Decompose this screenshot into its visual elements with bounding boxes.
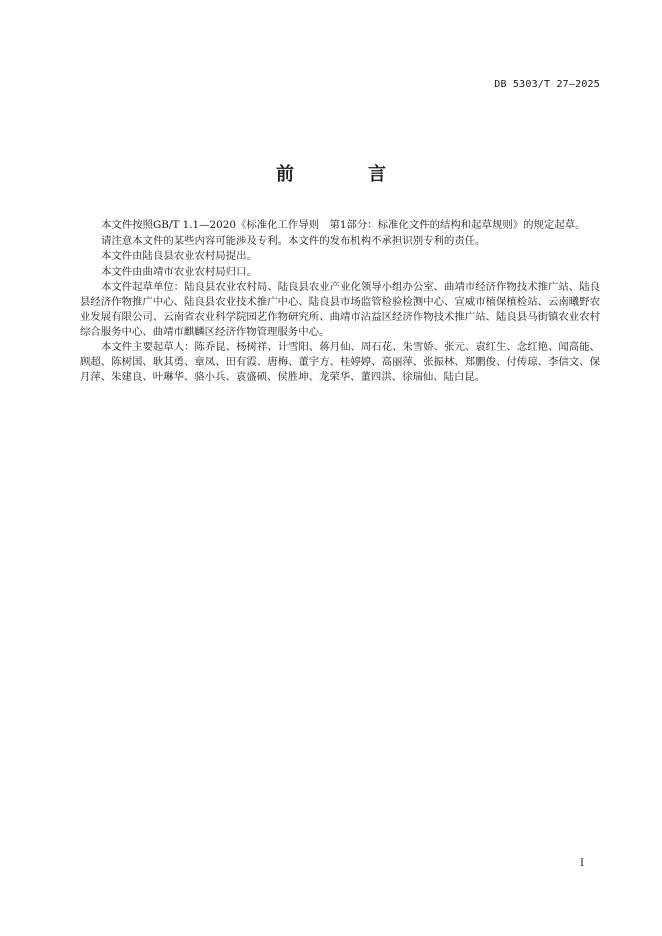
paragraph-patent-notice: 请注意本文件的某些内容可能涉及专利。本文件的发布机构不承担识别专利的责任。 <box>101 234 486 247</box>
paragraph-drafting-units: 本文件起草单位：陆良县农业农村局、陆良县农业产业化领导小组办公室、曲靖市经济作物技术推广站、陆良县经济作物推广中心、陆良县农业技术推广中心、陆良县市场监管检验检测中心、宣威市植保植检站、云南曦野农业发展有限公司、云南省农业科学院园艺作物研究所、曲靖市沾益区经济作物技术推广站、陆良县马街镇农业农村综合服务中心、曲靖市麒麟区经济作物管理服务中心。 <box>80 281 600 338</box>
standard-code: DB 5303/T 27—2025 <box>494 79 600 90</box>
paragraph-drafting-rules: 本文件按照GB/T 1.1—2020《标准化工作导则 第1部分：标准化文件的结构和起草规则》的规定起草。 <box>101 219 586 231</box>
paragraph-drafters: 本文件主要起草人：陈乔昆、杨树祥、计雪阳、蒋月仙、周石花、朱雪娇、张元、袁红生、念红艳、闻高能、顾超、陈树国、耿其勇、章凤、田有霞、唐梅、董宇方、桂婷婷、高丽萍、张振林、郑鹏俊、付传琼、李信文、保月萍、朱建良、叶琳华、骆小兵、袁盛硕、侯胜坤、龙荣华、董四洪、徐瑞仙、陆白昆。 <box>80 341 600 384</box>
foreword-body <box>80 218 600 386</box>
paragraph-proposer: 本文件由陆良县农业农村局提出。 <box>101 250 257 262</box>
paragraph-administrator: 本文件由曲靖市农业农村局归口。 <box>101 265 257 278</box>
page-title: 前 言 <box>276 164 414 185</box>
page-number: I <box>580 858 584 869</box>
